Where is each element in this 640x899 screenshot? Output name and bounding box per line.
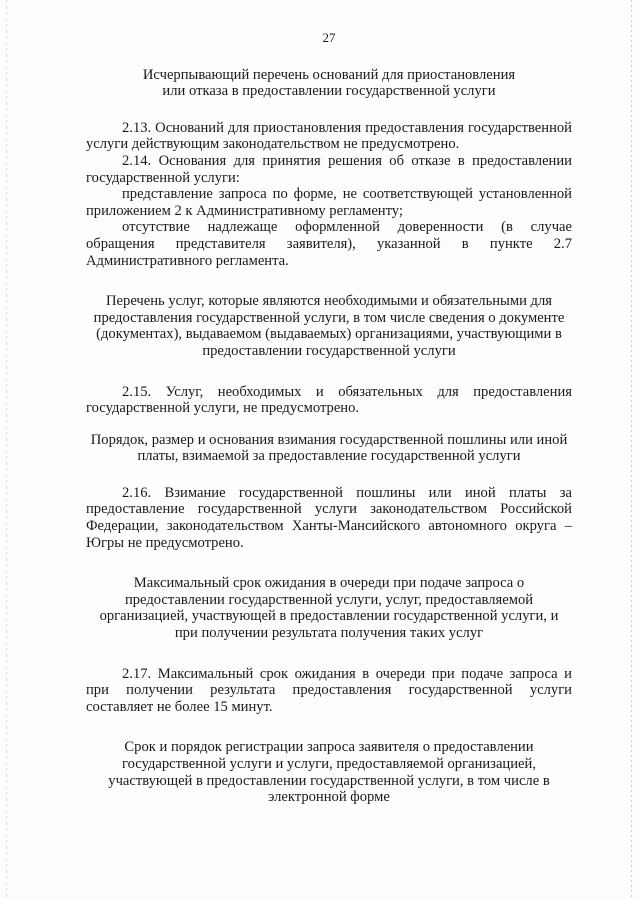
page-number: 27 (322, 30, 336, 45)
section-heading-state-fee: Порядок, размер и основания взимания государственной пошлины или иной платы, взимаемой за предоставление государственной услуги (90, 431, 568, 465)
paragraph-2-17: 2.17. Максимальный срок ожидания в очереди при подаче запроса и при получении результата предоставления государственной услуги составляет не более 15 минут. (86, 665, 572, 715)
paragraph-2-14-item-2: отсутствие надлежаще оформленной доверенности (в случае обращения представителя заявителя), указанной в пункте 2.7 Административного регламента. (86, 219, 572, 269)
paragraph-2-14: 2.14. Основания для принятия решения об отказе в предоставлении государственной услуги: (86, 152, 572, 186)
scan-edge-right (631, 0, 632, 899)
section-heading-queue-time: Максимальный срок ожидания в очереди при подаче запроса о предоставлении государственной услуги, услуг, предоставляемой организацией, участвующей в предоставлении государственной услуги, и при получении результата получения таких услуг (99, 575, 559, 642)
paragraph-2-14-item-1: представление запроса по форме, не соответствующей установленной приложением 2 к Административному регламенту; (86, 186, 572, 219)
page-content (86, 30, 572, 806)
paragraph-2-16: 2.16. Взимание государственной пошлины или иной платы за предоставление государственной услуги законодательством Российской Федерации, законодательством Ханты-Мансийского автономного округа – Югры не предусмотрено. (86, 484, 572, 551)
section-heading-grounds-refusal: Исчерпывающий перечень оснований для приостановления или отказа в предоставлении государственной услуги (142, 66, 516, 100)
section-heading-required-services: Перечень услуг, которые являются необходимыми и обязательными для предоставления государственной услуги, в том числе сведения о документе (документах), выдаваемом (выдаваемых) организациями, участвующими в предоставлении государственной услуги (93, 293, 565, 359)
paragraph-2-13: 2.13. Оснований для приостановления предоставления государственной услуги действующим законодательством не предусмотрено. (86, 119, 572, 153)
section-heading-registration: Срок и порядок регистрации запроса заявителя о предоставлении государственной услуги и услуги, предоставляемой организацией, участвующей в предоставлении государственной услуги, в том числе в электронной форме (108, 739, 550, 806)
scan-edge-left (6, 0, 7, 899)
paragraph-2-15: 2.15. Услуг, необходимых и обязательных для предоставления государственной услуги, не предусмотрено. (86, 383, 572, 417)
